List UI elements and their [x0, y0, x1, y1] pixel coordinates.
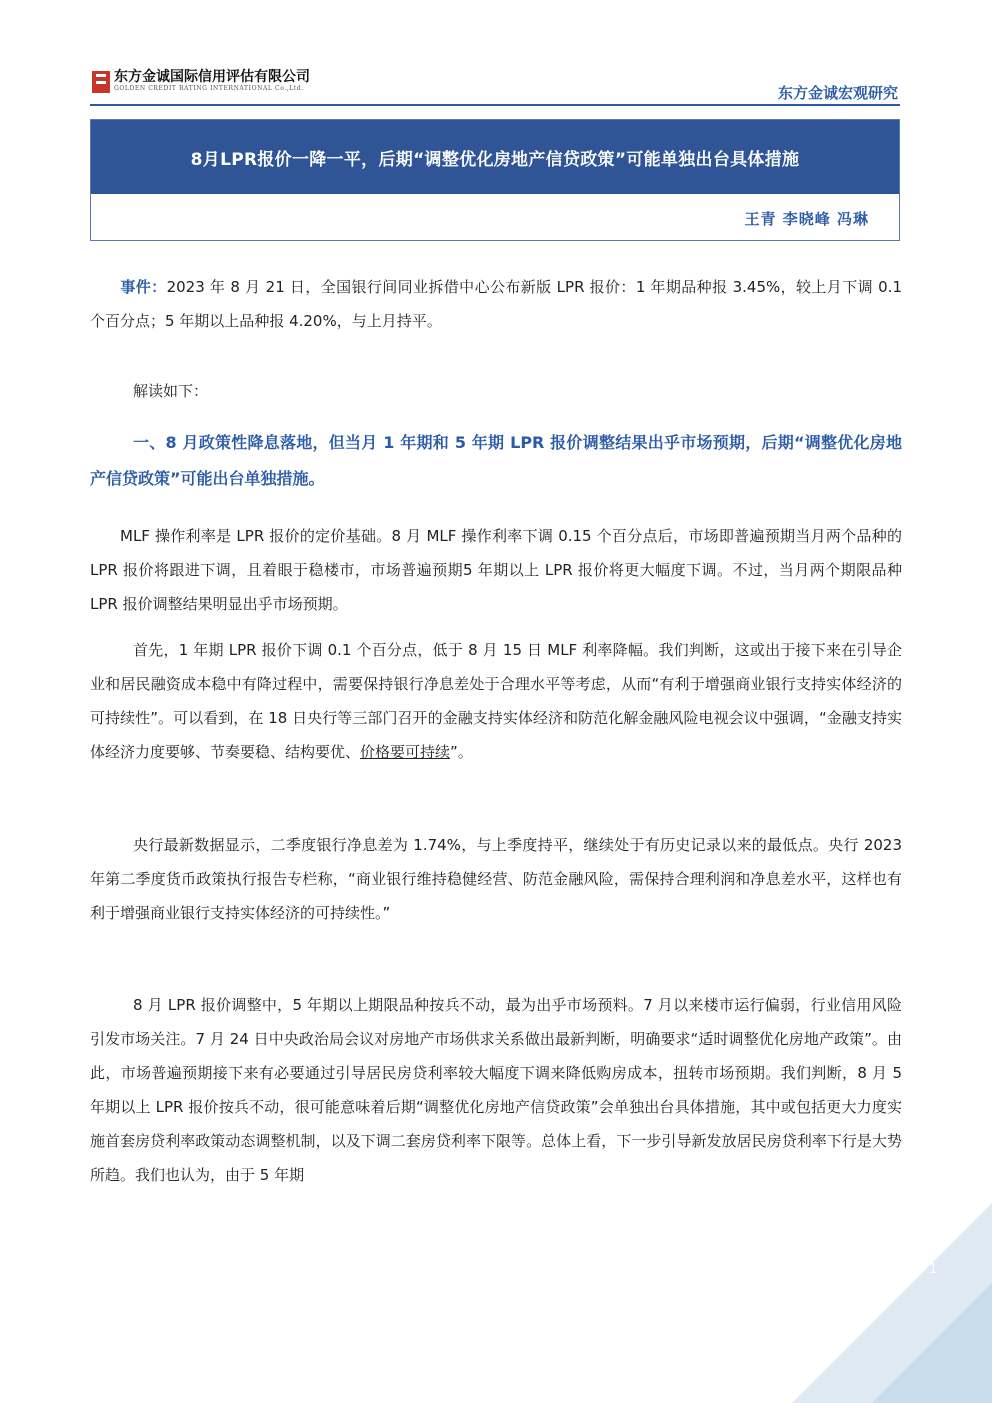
event-text: 2023 年 8 月 21 日，全国银行间同业拆借中心公布新版 LPR 报价：1 年期品种报 3.45%，较上月下调 0.1 个百分点；5 年期以上品种报 4.20%，与上月持平。: [90, 278, 902, 330]
body-paragraph-4: 8 月 LPR 报价调整中，5 年期以上期限品种按兵不动，最为出乎市场预料。7 月以来楼市运行偏弱，行业信用风险引发市场关注。7 月 24 日中央政治局会议对房地产市场供求关系做出最新判断，明确要求“适时调整优化房地产政策”。由此，市场普遍预期接下来有必要通过引导居民房贷利率较大幅度下调来降低购房成本，扭转市场预期。我们判断，8 月 5 年期以上 LPR 报价按兵不动，很可能意味着后期“调整优化房地产信贷政策”会单独出台具体措施，其中或包括更大力度实施首套房贷利率政策动态调整机制，以及下调二套房贷利率下限等。总体上看，下一步引导新发放居民房贷利率下行是大势所趋。我们也认为，由于 5 年期: [90, 996, 902, 1184]
section-heading-1: 一、8 月政策性降息落地，但当月 1 年期和 5 年期 LPR 报价调整结果出乎市场预期，后期“调整优化房地产信贷政策”可能出台单独措施。: [90, 433, 902, 488]
page-number: 1: [929, 1262, 938, 1277]
page-header: [0, 0, 992, 110]
section-title: 东方金诚宏观研究: [777, 84, 898, 102]
title-bar: [91, 120, 899, 194]
company-name-en: GOLDEN CREDIT RATING INTERNATIONAL Co.,Ltd.: [114, 85, 304, 92]
intro-paragraph: 解读如下：: [133, 382, 209, 400]
logo-mark-icon: [92, 71, 110, 93]
header-divider: [90, 104, 900, 106]
corner-decoration: [732, 1143, 992, 1403]
company-name-cn: 东方金诚国际信用评估有限公司: [114, 69, 310, 85]
authors: 王青 李晓峰 冯琳: [744, 210, 869, 228]
title-box: [90, 119, 900, 241]
event-paragraph: [90, 270, 902, 338]
body-paragraph-3: 央行最新数据显示，二季度银行净息差为 1.74%，与上季度持平，继续处于有历史记录以来的最低点。央行 2023 年第二季度货币政策执行报告专栏称，“商业银行维持稳健经营、防范金融风险，需保持合理利润和净息差水平，这样也有利于增强商业银行支持实体经济的可持续性。”: [90, 836, 902, 922]
company-logo: [92, 70, 310, 93]
underlined-phrase: 价格要可持续: [360, 743, 451, 761]
report-title: 8月LPR报价一降一平，后期“调整优化房地产信贷政策”可能单独出台具体措施: [190, 149, 800, 170]
body-paragraph-2: 首先，1 年期 LPR 报价下调 0.1 个百分点，低于 8 月 15 日 MLF 利率降幅。我们判断，这或出于接下来在引导企业和居民融资成本稳中有降过程中，需要保持银行净息差处于合理水平等考虑，从而“有利于增强商业银行支持实体经济的可持续性”。可以看到，在 18 日央行等三部门召开的金融支持实体经济和防范化解金融风险电视会议中强调，“金融支持实体经济力度要够、节奏要稳、结构要优、价格要可持续”。: [90, 641, 902, 761]
body-paragraph-1: MLF 操作利率是 LPR 报价的定价基础。8 月 MLF 操作利率下调 0.15 个百分点后，市场即普遍预期当月两个品种的 LPR 报价将跟进下调，且着眼于稳楼市，市场普遍预期5 年期以上 LPR 报价将更大幅度下调。不过，当月两个期限品种 LPR 报价调整结果明显出乎市场预期。: [90, 527, 902, 613]
event-label: 事件：: [120, 278, 167, 296]
